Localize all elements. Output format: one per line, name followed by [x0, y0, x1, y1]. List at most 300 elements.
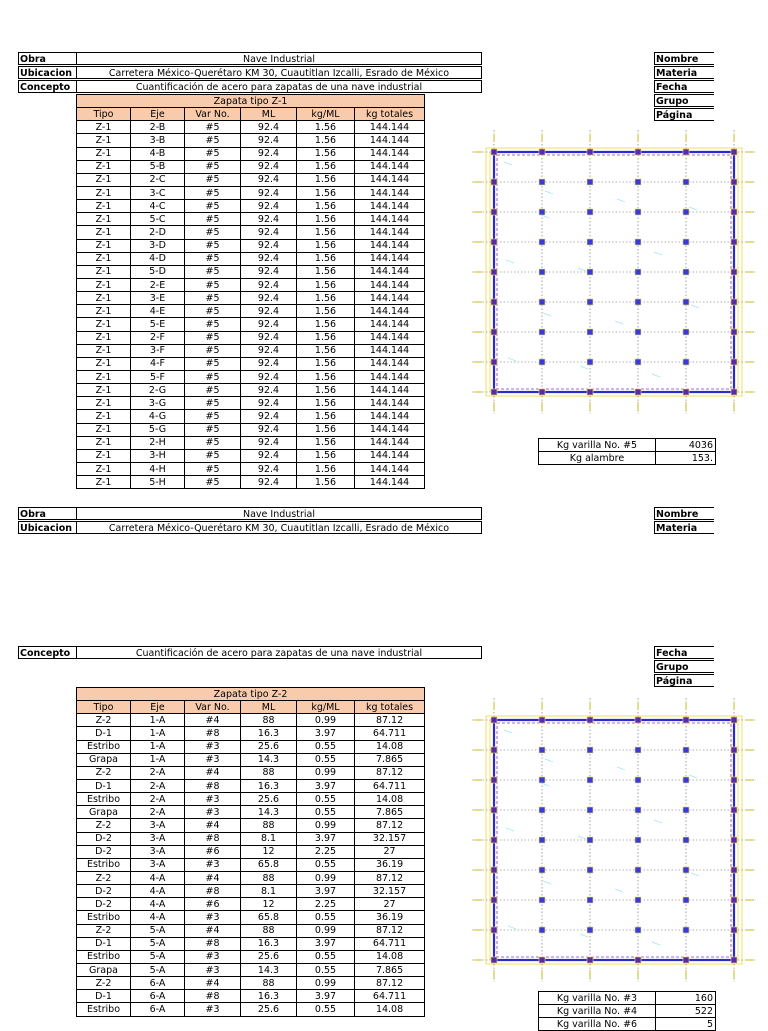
table-cell: 0.55: [297, 740, 355, 753]
table-cell: 1.56: [297, 476, 355, 489]
table-cell: 144.144: [355, 476, 425, 489]
table-cell: 92.4: [241, 357, 297, 370]
table-cell: 92.4: [241, 252, 297, 265]
table-cell: 87.12: [355, 871, 425, 884]
table-cell: 92.4: [241, 292, 297, 305]
footing-mark: [635, 299, 641, 305]
table-cell: 144.144: [355, 436, 425, 449]
table-row: [77, 173, 425, 186]
hatch-mark: [580, 934, 588, 937]
table-row: [77, 160, 425, 173]
table-cell: 144.144: [355, 278, 425, 291]
table-cell: 92.4: [241, 121, 297, 134]
table-cell: 144.144: [355, 292, 425, 305]
obra-value: Nave Industrial: [76, 507, 482, 520]
footing-mark: [587, 837, 593, 843]
table-cell: 27: [355, 845, 425, 858]
table-cell: #3: [185, 753, 241, 766]
table-cell: 144.144: [355, 186, 425, 199]
footing-mark: [635, 179, 641, 185]
table-cell: 144.144: [355, 147, 425, 160]
table-cell: Z-1: [77, 200, 131, 213]
table-cell: Z-1: [77, 410, 131, 423]
table-cell: 92.4: [241, 384, 297, 397]
column-header: ML: [241, 701, 297, 714]
footing-mark: [539, 927, 545, 933]
table-row: [77, 832, 425, 845]
table-cell: 32.157: [355, 885, 425, 898]
column-header: Tipo: [77, 701, 131, 714]
table-cell: #5: [185, 121, 241, 134]
table-cell: Z-1: [77, 134, 131, 147]
zapata-z2-table: [76, 687, 425, 1017]
footing-mark: [587, 269, 593, 275]
table-cell: #5: [185, 476, 241, 489]
obra-label: Obra: [18, 52, 76, 65]
table-cell: Z-1: [77, 384, 131, 397]
footing-mark: [635, 807, 641, 813]
obra-value: Nave Industrial: [76, 52, 482, 65]
grupo-label: Grupo: [654, 94, 714, 107]
table-cell: Z-1: [77, 357, 131, 370]
footing-mark: [539, 747, 545, 753]
table-cell: #8: [185, 727, 241, 740]
table-cell: 3-C: [131, 186, 185, 199]
footing-mark: [539, 269, 545, 275]
concepto-label: Concepto: [18, 80, 76, 93]
table-cell: #4: [185, 977, 241, 990]
table-cell: 2-E: [131, 278, 185, 291]
footing-mark: [635, 717, 641, 723]
table-cell: 1.56: [297, 186, 355, 199]
table-cell: 92.4: [241, 278, 297, 291]
table-cell: 1.56: [297, 213, 355, 226]
table-cell: 4-D: [131, 252, 185, 265]
footing-mark: [587, 359, 593, 365]
table-cell: 88: [241, 766, 297, 779]
table-cell: 92.4: [241, 331, 297, 344]
footing-mark: [539, 389, 545, 395]
table-cell: #5: [185, 292, 241, 305]
table-cell: Z-1: [77, 213, 131, 226]
footing-mark: [635, 389, 641, 395]
summary-label: Kg varilla No. #6: [539, 1018, 656, 1031]
table-cell: 5-A: [131, 950, 185, 963]
ubicacion-label: Ubicacion: [18, 66, 76, 79]
table-cell: 4-C: [131, 200, 185, 213]
table-cell: 8.1: [241, 885, 297, 898]
hatch-mark: [506, 828, 514, 831]
column-header: kg totales: [355, 108, 425, 121]
table-row: [77, 924, 425, 937]
table-cell: 3.97: [297, 885, 355, 898]
footing-mark: [587, 179, 593, 185]
floor-plan-drawing: [470, 688, 760, 988]
table-cell: 88: [241, 819, 297, 832]
summary-label: Kg varilla No. #5: [539, 439, 656, 452]
table-cell: #5: [185, 357, 241, 370]
table-cell: 0.55: [297, 806, 355, 819]
table-cell: #5: [185, 305, 241, 318]
table-cell: 2.25: [297, 898, 355, 911]
table-cell: 1.56: [297, 370, 355, 383]
table-cell: 144.144: [355, 134, 425, 147]
table-row: [77, 858, 425, 871]
footing-mark: [491, 359, 497, 365]
table-cell: #5: [185, 213, 241, 226]
table-cell: Estribo: [77, 858, 131, 871]
table-cell: 64.711: [355, 937, 425, 950]
table-cell: 16.3: [241, 727, 297, 740]
nombre-label: Nombre: [654, 507, 714, 520]
table-cell: 144.144: [355, 449, 425, 462]
table-cell: 2-C: [131, 173, 185, 186]
table-title: Zapata tipo Z-1: [77, 95, 425, 108]
footing-mark: [683, 149, 689, 155]
hatch-mark: [508, 926, 516, 929]
table-row: [77, 740, 425, 753]
hatch-mark: [545, 759, 553, 762]
hatch-mark: [545, 191, 553, 194]
table-cell: 1.56: [297, 160, 355, 173]
table-cell: #5: [185, 449, 241, 462]
footing-mark: [683, 837, 689, 843]
column-header: Tipo: [77, 108, 131, 121]
footing-mark: [635, 927, 641, 933]
table-cell: Z-1: [77, 423, 131, 436]
table-cell: 92.4: [241, 397, 297, 410]
table-cell: 87.12: [355, 924, 425, 937]
table-cell: 0.55: [297, 753, 355, 766]
table-cell: 5-A: [131, 924, 185, 937]
table-cell: #5: [185, 410, 241, 423]
table-row: [77, 806, 425, 819]
footing-mark: [539, 807, 545, 813]
table-cell: 1.56: [297, 278, 355, 291]
table-cell: 5-H: [131, 476, 185, 489]
table-cell: 0.55: [297, 963, 355, 976]
hatch-mark: [617, 199, 625, 202]
table-cell: Z-1: [77, 476, 131, 489]
table-cell: 14.3: [241, 753, 297, 766]
table-cell: #8: [185, 779, 241, 792]
table-cell: 1.56: [297, 410, 355, 423]
table-cell: 144.144: [355, 331, 425, 344]
table-cell: 92.4: [241, 410, 297, 423]
table-cell: 8.1: [241, 832, 297, 845]
hatch-mark: [652, 942, 660, 945]
table-cell: #4: [185, 924, 241, 937]
footing-mark: [635, 209, 641, 215]
footing-mark: [539, 867, 545, 873]
footing-mark: [683, 897, 689, 903]
table-cell: 92.4: [241, 239, 297, 252]
table-cell: 32.157: [355, 832, 425, 845]
table-cell: 0.99: [297, 766, 355, 779]
footing-mark: [587, 389, 593, 395]
footing-mark: [539, 837, 545, 843]
table-cell: Z-1: [77, 292, 131, 305]
table-cell: 144.144: [355, 265, 425, 278]
hatch-mark: [543, 313, 551, 316]
table-cell: 7.865: [355, 963, 425, 976]
table-cell: Grapa: [77, 753, 131, 766]
table-cell: 92.4: [241, 305, 297, 318]
table-cell: #5: [185, 318, 241, 331]
table-cell: 36.19: [355, 911, 425, 924]
table-cell: 92.4: [241, 476, 297, 489]
table-cell: #8: [185, 832, 241, 845]
obra-label: Obra: [18, 507, 76, 520]
table-cell: 2.25: [297, 845, 355, 858]
table-cell: Z-1: [77, 305, 131, 318]
table-cell: #3: [185, 740, 241, 753]
table-row: [77, 990, 425, 1003]
table-cell: 3-E: [131, 292, 185, 305]
table-cell: Z-1: [77, 331, 131, 344]
footing-mark: [539, 717, 545, 723]
footing-mark: [731, 897, 737, 903]
footing-mark: [635, 149, 641, 155]
table-cell: 4-A: [131, 911, 185, 924]
table-cell: 4-B: [131, 147, 185, 160]
table-cell: 1.56: [297, 436, 355, 449]
table-cell: Grapa: [77, 963, 131, 976]
table-cell: #3: [185, 806, 241, 819]
footing-mark: [539, 957, 545, 963]
table-cell: 64.711: [355, 990, 425, 1003]
table-cell: 92.4: [241, 344, 297, 357]
footing-mark: [635, 837, 641, 843]
footing-mark: [683, 359, 689, 365]
table-cell: 144.144: [355, 305, 425, 318]
table-cell: 0.55: [297, 911, 355, 924]
table-cell: 16.3: [241, 990, 297, 1003]
table-cell: #5: [185, 226, 241, 239]
table-cell: 1.56: [297, 462, 355, 475]
table-row: [77, 200, 425, 213]
table-cell: 92.4: [241, 423, 297, 436]
table-cell: Z-1: [77, 436, 131, 449]
table-cell: #6: [185, 845, 241, 858]
table-cell: 1.56: [297, 305, 355, 318]
table-cell: Z-1: [77, 239, 131, 252]
table-cell: 7.865: [355, 753, 425, 766]
table-cell: 1.56: [297, 423, 355, 436]
table-cell: 92.4: [241, 200, 297, 213]
footing-mark: [491, 717, 497, 723]
footing-mark: [491, 747, 497, 753]
table-cell: 5-B: [131, 160, 185, 173]
table-cell: 0.55: [297, 858, 355, 871]
footing-mark: [683, 389, 689, 395]
floor-plan-drawing: [470, 120, 760, 420]
table-row: [77, 226, 425, 239]
concepto-value: Cuantificación de acero para zapatas de una nave industrial: [76, 646, 482, 659]
hatch-mark: [689, 775, 697, 778]
table-cell: 1.56: [297, 200, 355, 213]
footing-mark: [587, 777, 593, 783]
table-cell: 144.144: [355, 213, 425, 226]
table-cell: 64.711: [355, 727, 425, 740]
table-cell: Z-2: [77, 766, 131, 779]
table-cell: 92.4: [241, 226, 297, 239]
table-cell: 92.4: [241, 462, 297, 475]
table-cell: #5: [185, 436, 241, 449]
table-cell: 4-A: [131, 871, 185, 884]
table-cell: Z-1: [77, 226, 131, 239]
table-row: [77, 213, 425, 226]
table-row: [77, 766, 425, 779]
table-row: [77, 871, 425, 884]
footing-mark: [683, 957, 689, 963]
table-cell: 88: [241, 871, 297, 884]
grupo-label: Grupo: [654, 660, 714, 673]
table-row: [77, 278, 425, 291]
hatch-mark: [504, 730, 512, 733]
hatch-mark: [543, 881, 551, 884]
table-row: [77, 344, 425, 357]
table-cell: 3-A: [131, 858, 185, 871]
footing-mark: [635, 269, 641, 275]
table-cell: 144.144: [355, 160, 425, 173]
table-row: [77, 845, 425, 858]
summary-value: 4036: [656, 439, 716, 452]
table-cell: 0.55: [297, 950, 355, 963]
table-cell: 92.4: [241, 436, 297, 449]
foundation-beam: [494, 152, 734, 392]
table-row: [77, 898, 425, 911]
footing-mark: [731, 299, 737, 305]
table-cell: 144.144: [355, 226, 425, 239]
footing-mark: [731, 867, 737, 873]
table-cell: 144.144: [355, 423, 425, 436]
footing-mark: [491, 299, 497, 305]
table-row: [77, 727, 425, 740]
table-cell: Grapa: [77, 806, 131, 819]
hatch-mark: [652, 374, 660, 377]
table-row: [77, 305, 425, 318]
footing-mark: [635, 747, 641, 753]
summary-label: Kg varilla No. #3: [539, 992, 656, 1005]
table-cell: 3.97: [297, 779, 355, 792]
table-cell: #4: [185, 714, 241, 727]
hatch-mark: [617, 767, 625, 770]
table-cell: 0.99: [297, 977, 355, 990]
summary-row: [539, 1005, 716, 1018]
table-cell: 2-A: [131, 793, 185, 806]
table-cell: 16.3: [241, 779, 297, 792]
summary-row: [539, 992, 716, 1005]
table-cell: #4: [185, 819, 241, 832]
table-cell: #8: [185, 937, 241, 950]
table-cell: Z-2: [77, 871, 131, 884]
hatch-mark: [506, 260, 514, 263]
footing-mark: [587, 807, 593, 813]
table-title-row: [77, 95, 425, 108]
summary-label: Kg varilla No. #4: [539, 1005, 656, 1018]
table-cell: 88: [241, 924, 297, 937]
table-cell: 0.99: [297, 714, 355, 727]
footing-mark: [683, 209, 689, 215]
table-cell: 87.12: [355, 819, 425, 832]
footing-mark: [491, 927, 497, 933]
footing-mark: [587, 747, 593, 753]
table-cell: 3.97: [297, 990, 355, 1003]
footing-mark: [539, 329, 545, 335]
column-header: kg/ML: [297, 701, 355, 714]
table-cell: 1.56: [297, 384, 355, 397]
footing-mark: [635, 957, 641, 963]
footing-mark: [731, 239, 737, 245]
table-cell: 6-A: [131, 990, 185, 1003]
table-cell: Z-1: [77, 265, 131, 278]
table-cell: 1.56: [297, 397, 355, 410]
table-cell: 87.12: [355, 766, 425, 779]
table-cell: 2-A: [131, 766, 185, 779]
footing-mark: [635, 897, 641, 903]
table-cell: 14.08: [355, 793, 425, 806]
summary-row: [539, 452, 716, 465]
table-cell: Z-1: [77, 449, 131, 462]
table-row: [77, 410, 425, 423]
table-cell: #5: [185, 160, 241, 173]
footing-mark: [587, 149, 593, 155]
table-cell: 88: [241, 714, 297, 727]
table-cell: 92.4: [241, 186, 297, 199]
footing-mark: [587, 239, 593, 245]
footing-mark: [683, 299, 689, 305]
concepto-label: Concepto: [18, 646, 76, 659]
table-cell: 7.865: [355, 806, 425, 819]
table-row: [77, 885, 425, 898]
table-cell: 144.144: [355, 318, 425, 331]
table-cell: 0.99: [297, 924, 355, 937]
table-cell: 144.144: [355, 397, 425, 410]
footing-mark: [683, 179, 689, 185]
footing-mark: [731, 717, 737, 723]
footing-mark: [491, 149, 497, 155]
table-cell: 144.144: [355, 410, 425, 423]
table-cell: 1-A: [131, 740, 185, 753]
table-cell: 92.4: [241, 318, 297, 331]
footing-mark: [491, 329, 497, 335]
table-cell: 1-A: [131, 727, 185, 740]
table-cell: 2-A: [131, 779, 185, 792]
footing-mark: [635, 867, 641, 873]
table-row: [77, 318, 425, 331]
table-cell: D-2: [77, 885, 131, 898]
footing-mark: [539, 179, 545, 185]
hatch-mark: [615, 321, 623, 324]
materia-label: Materia: [654, 66, 714, 79]
table-cell: 3-A: [131, 819, 185, 832]
footing-mark: [683, 867, 689, 873]
hatch-mark: [689, 207, 697, 210]
table-cell: 144.144: [355, 370, 425, 383]
footing-mark: [635, 239, 641, 245]
table-cell: 64.711: [355, 779, 425, 792]
table-cell: 25.6: [241, 950, 297, 963]
table-row: [77, 1003, 425, 1016]
table-cell: #8: [185, 990, 241, 1003]
table-cell: #5: [185, 134, 241, 147]
column-header: Var No.: [185, 701, 241, 714]
table-cell: Estribo: [77, 793, 131, 806]
summary-row: [539, 439, 716, 452]
table-cell: #5: [185, 147, 241, 160]
footing-mark: [491, 209, 497, 215]
